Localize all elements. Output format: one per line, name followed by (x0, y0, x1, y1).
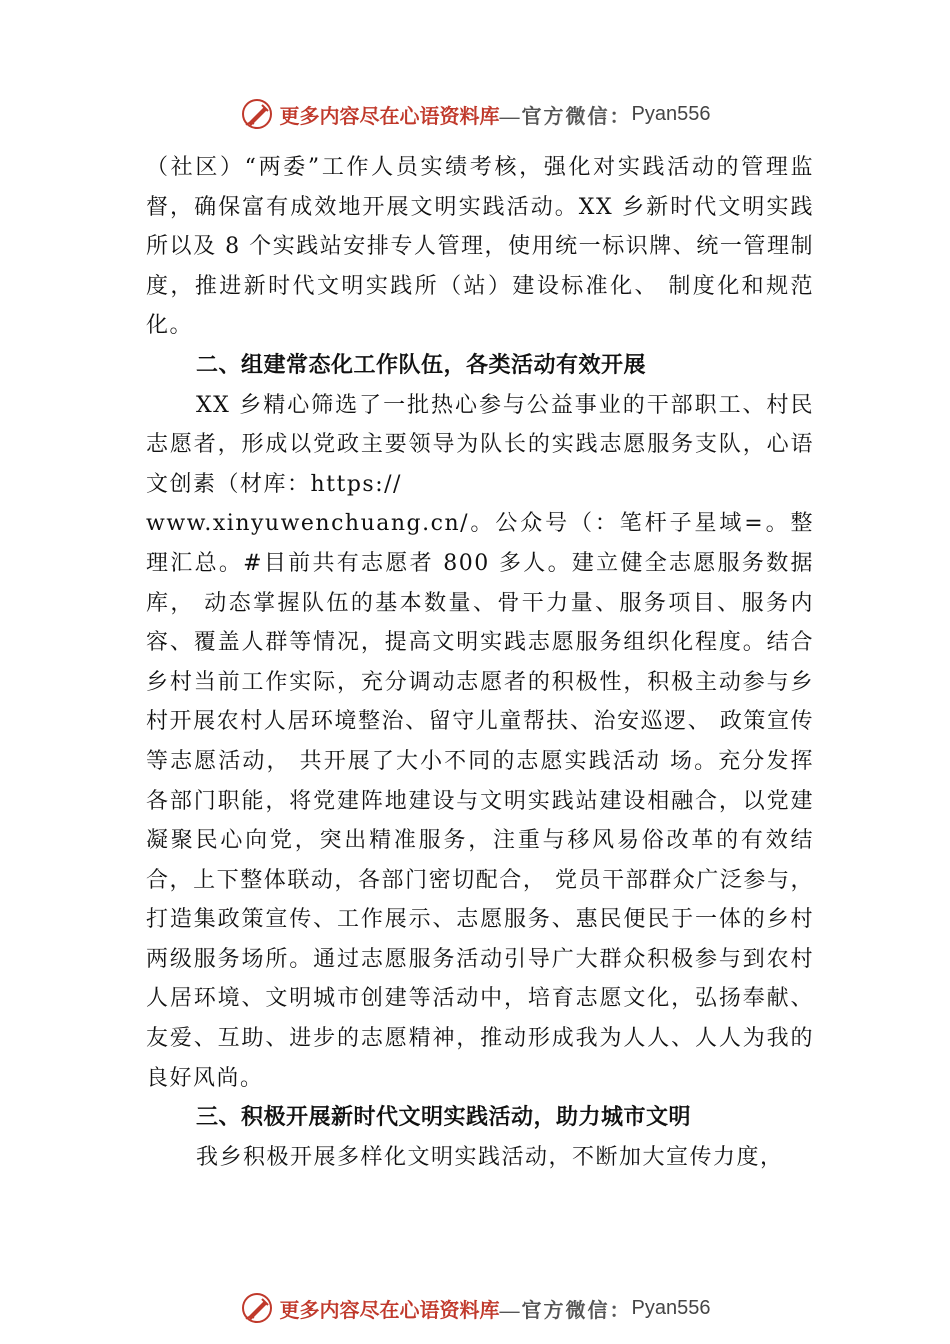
paragraph-2a: XX 乡精心筛选了一批热心参与公益事业的干部职工、村民志愿者，形成以党政主要领导为队长的实践志愿服务支队，心语文创素（材库：https:// (146, 392, 814, 497)
wechat-account: Pyan556 (631, 102, 711, 125)
footer-watermark-banner (0, 1288, 950, 1328)
library-name: 更多内容尽在心语资料库 (279, 1299, 500, 1322)
wechat-label: —官方微信： (499, 1299, 632, 1322)
wechat-account: Pyan556 (631, 1296, 711, 1319)
header-watermark-banner (0, 94, 950, 134)
wechat-label: —官方微信： (499, 105, 632, 128)
pen-logo-icon (240, 1291, 274, 1325)
pen-logo-icon (240, 97, 274, 131)
document-body (146, 148, 814, 1177)
paragraph-2b: www.xinyuwenchuang.cn/。公众号（：笔杆子星域=。整理汇总。#目前共有志愿者 800 多人。建立健全志愿服务数据库， 动态掌握队伍的基本数量、骨干力量、服务项目、服务内容、覆盖人群等情况，提高文明实践志愿服务组织化程度。结合乡村当前工作实际，充分调动志愿者的积极性，积极主动参与乡村开展农村人居环境整治、留守儿童帮扶、治安巡逻、 政策宣传等志愿活动， 共开展了大小不同的志愿实践活动 场。充分发挥各部门职能，将党建阵地建设与文明实践站建设相融合，以党建凝聚民心向党，突出精准服务，注重与移风易俗改革的有效结合，上下整体联动，各部门密切配合， 党员干部群众广泛参与，打造集政策宣传、工作展示、志愿服务、惠民便民于一体的乡村两级服务场所。通过志愿服务活动引导广大群众积极参与到农村人居环境、文明城市创建等活动中，培育志愿文化，弘扬奉献、友爱、互助、进步的志愿精神，推动形成我为人人、人人为我的良好风尚。 (146, 511, 814, 1091)
paragraph-3: 我乡积极开展多样化文明实践活动，不断加大宣传力度， (196, 1144, 784, 1170)
section-heading-3: 三、积极开展新时代文明实践活动，助力城市文明 (196, 1105, 692, 1131)
section-heading-2: 二、组建常态化工作队伍，各类活动有效开展 (196, 352, 647, 378)
paragraph-1: （社区）“两委”工作人员实绩考核，强化对实践活动的管理监督，确保富有成效地开展文明实践活动。XX 乡新时代文明实践所以及 8 个实践站安排专人管理，使用统一标识牌、统一管理制度，推进新时代文明实践所（站）建设标准化、 制度化和规范化。 (146, 155, 814, 339)
library-name: 更多内容尽在心语资料库 (279, 105, 500, 128)
